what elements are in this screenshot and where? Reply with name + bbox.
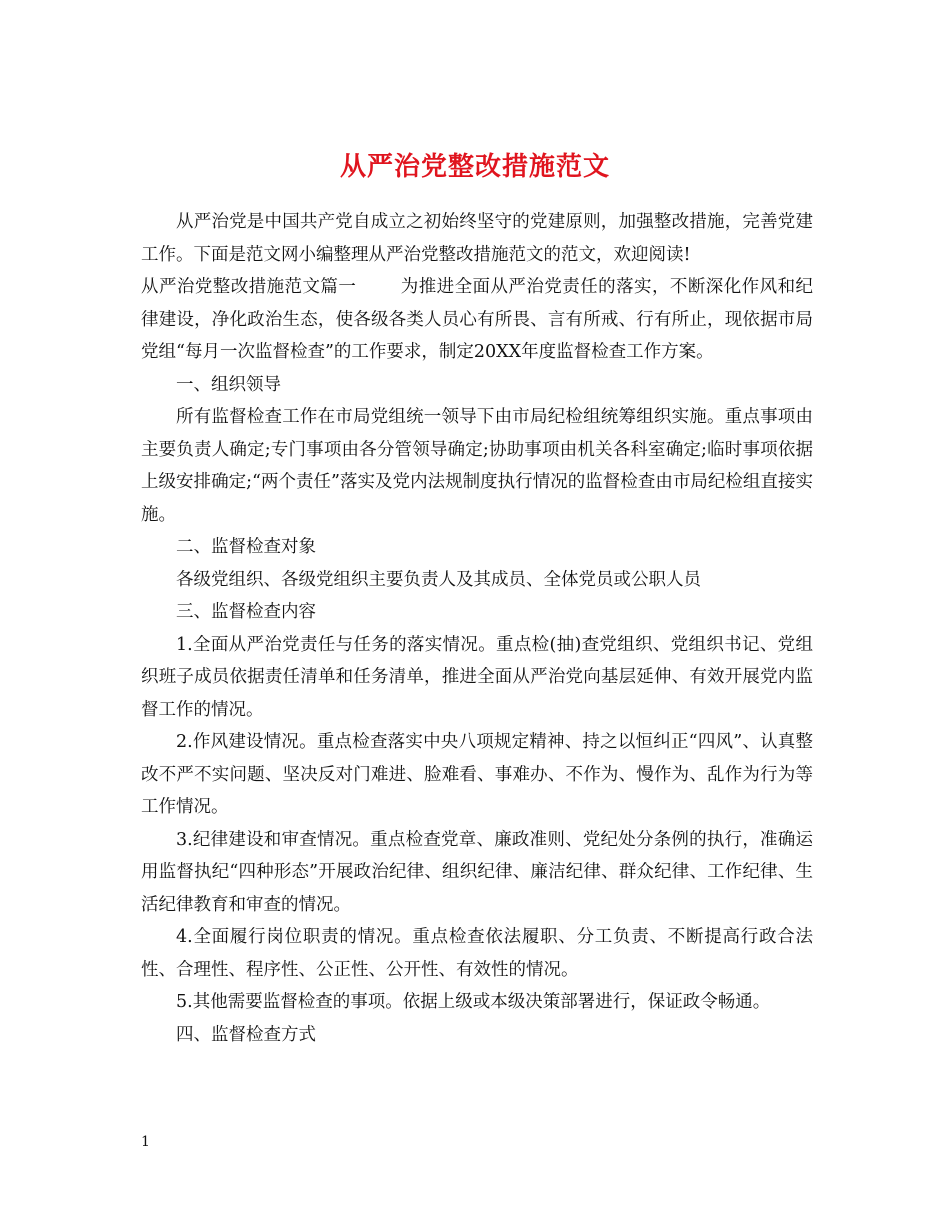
paragraph-text: 二、监督检查对象 [176, 537, 316, 557]
paragraph-text: 为推进全面从严治党责任的落实，不断深化作风和纪律建设，净化政治生态，使各级各类人员心有所畏、言有所戒、行有所止，现依据市局党组“每月一次监督检查”的工作要求，制定20XX年度监督检查工作方案。 [141, 277, 814, 362]
paragraph-text: 四、监督检查方式 [176, 1024, 316, 1045]
paragraph-text: 4.全面履行岗位职责的情况。重点检查依法履职、分工负责、不断提高行政合法性、合理性、程序性、公正性、公开性、有效性的情况。 [141, 927, 813, 980]
paragraph-intro [141, 206, 813, 271]
paragraph-text: 5.其他需要监督检查的事项。依据上级或本级决策部署进行，保证政令畅通。 [176, 992, 771, 1012]
document-title: 从严治党整改措施范文 [339, 152, 610, 183]
paragraph-text: 3.纪律建设和审查情况。重点检查党章、廉政准则、党纪处分条例的执行，准确运用监督执纪“四种形态”开展政治纪律、组织纪律、廉洁纪律、群众纪律、工作纪律、生活纪律教育和审查的情况。 [141, 829, 813, 915]
heading-organization [141, 369, 813, 402]
paragraph-organization [141, 401, 813, 531]
paragraph-content-4 [141, 921, 813, 986]
paragraph-text: 从严治党是中国共产党自成立之初始终坚守的党建原则，加强整改措施，完善党建工作。下面是范文网小编整理从严治党整改措施范文的范文，欢迎阅读! [141, 212, 813, 265]
paragraph-text: 所有监督检查工作在市局党组统一领导下由市局纪检组统筹组织实施。重点事项由主要负责人确定;专门事项由各分管领导确定;协助事项由机关各科室确定;临时事项依据上级安排确定;“两个责任”落实及党内法规制度执行情况的监督检查由市局纪检组直接实施。 [141, 407, 813, 525]
paragraph-part-one [141, 271, 813, 369]
paragraph-content-2 [141, 726, 813, 824]
paragraph-lead: 从严治党整改措施范文篇一 [141, 277, 357, 297]
paragraph-text: 一、组织领导 [176, 374, 281, 395]
paragraph-content-5 [141, 986, 813, 1019]
paragraph-targets [141, 564, 813, 597]
paragraph-text: 1.全面从严治党责任与任务的落实情况。重点检(抽)查党组织、党组织书记、党组织班子成员依据责任清单和任务清单，推进全面从严治党向基层延伸、有效开展党内监督工作的情况。 [141, 634, 813, 720]
heading-methods [141, 1019, 813, 1052]
paragraph-content-1 [141, 629, 813, 727]
page-number: 1 [141, 1134, 150, 1150]
heading-targets [141, 531, 813, 564]
paragraph-content-3 [141, 824, 813, 922]
paragraph-text: 三、监督检查内容 [176, 602, 316, 622]
paragraph-text: 各级党组织、各级党组织主要负责人及其成员、全体党员或公职人员 [176, 569, 701, 590]
paragraph-text: 2.作风建设情况。重点检查落实中央八项规定精神、持之以恒纠正“四风”、认真整改不严不实问题、坚决反对门难进、脸难看、事难办、不作为、慢作为、乱作为行为等工作情况。 [141, 732, 813, 817]
document-body [141, 206, 813, 1051]
heading-content [141, 596, 813, 629]
